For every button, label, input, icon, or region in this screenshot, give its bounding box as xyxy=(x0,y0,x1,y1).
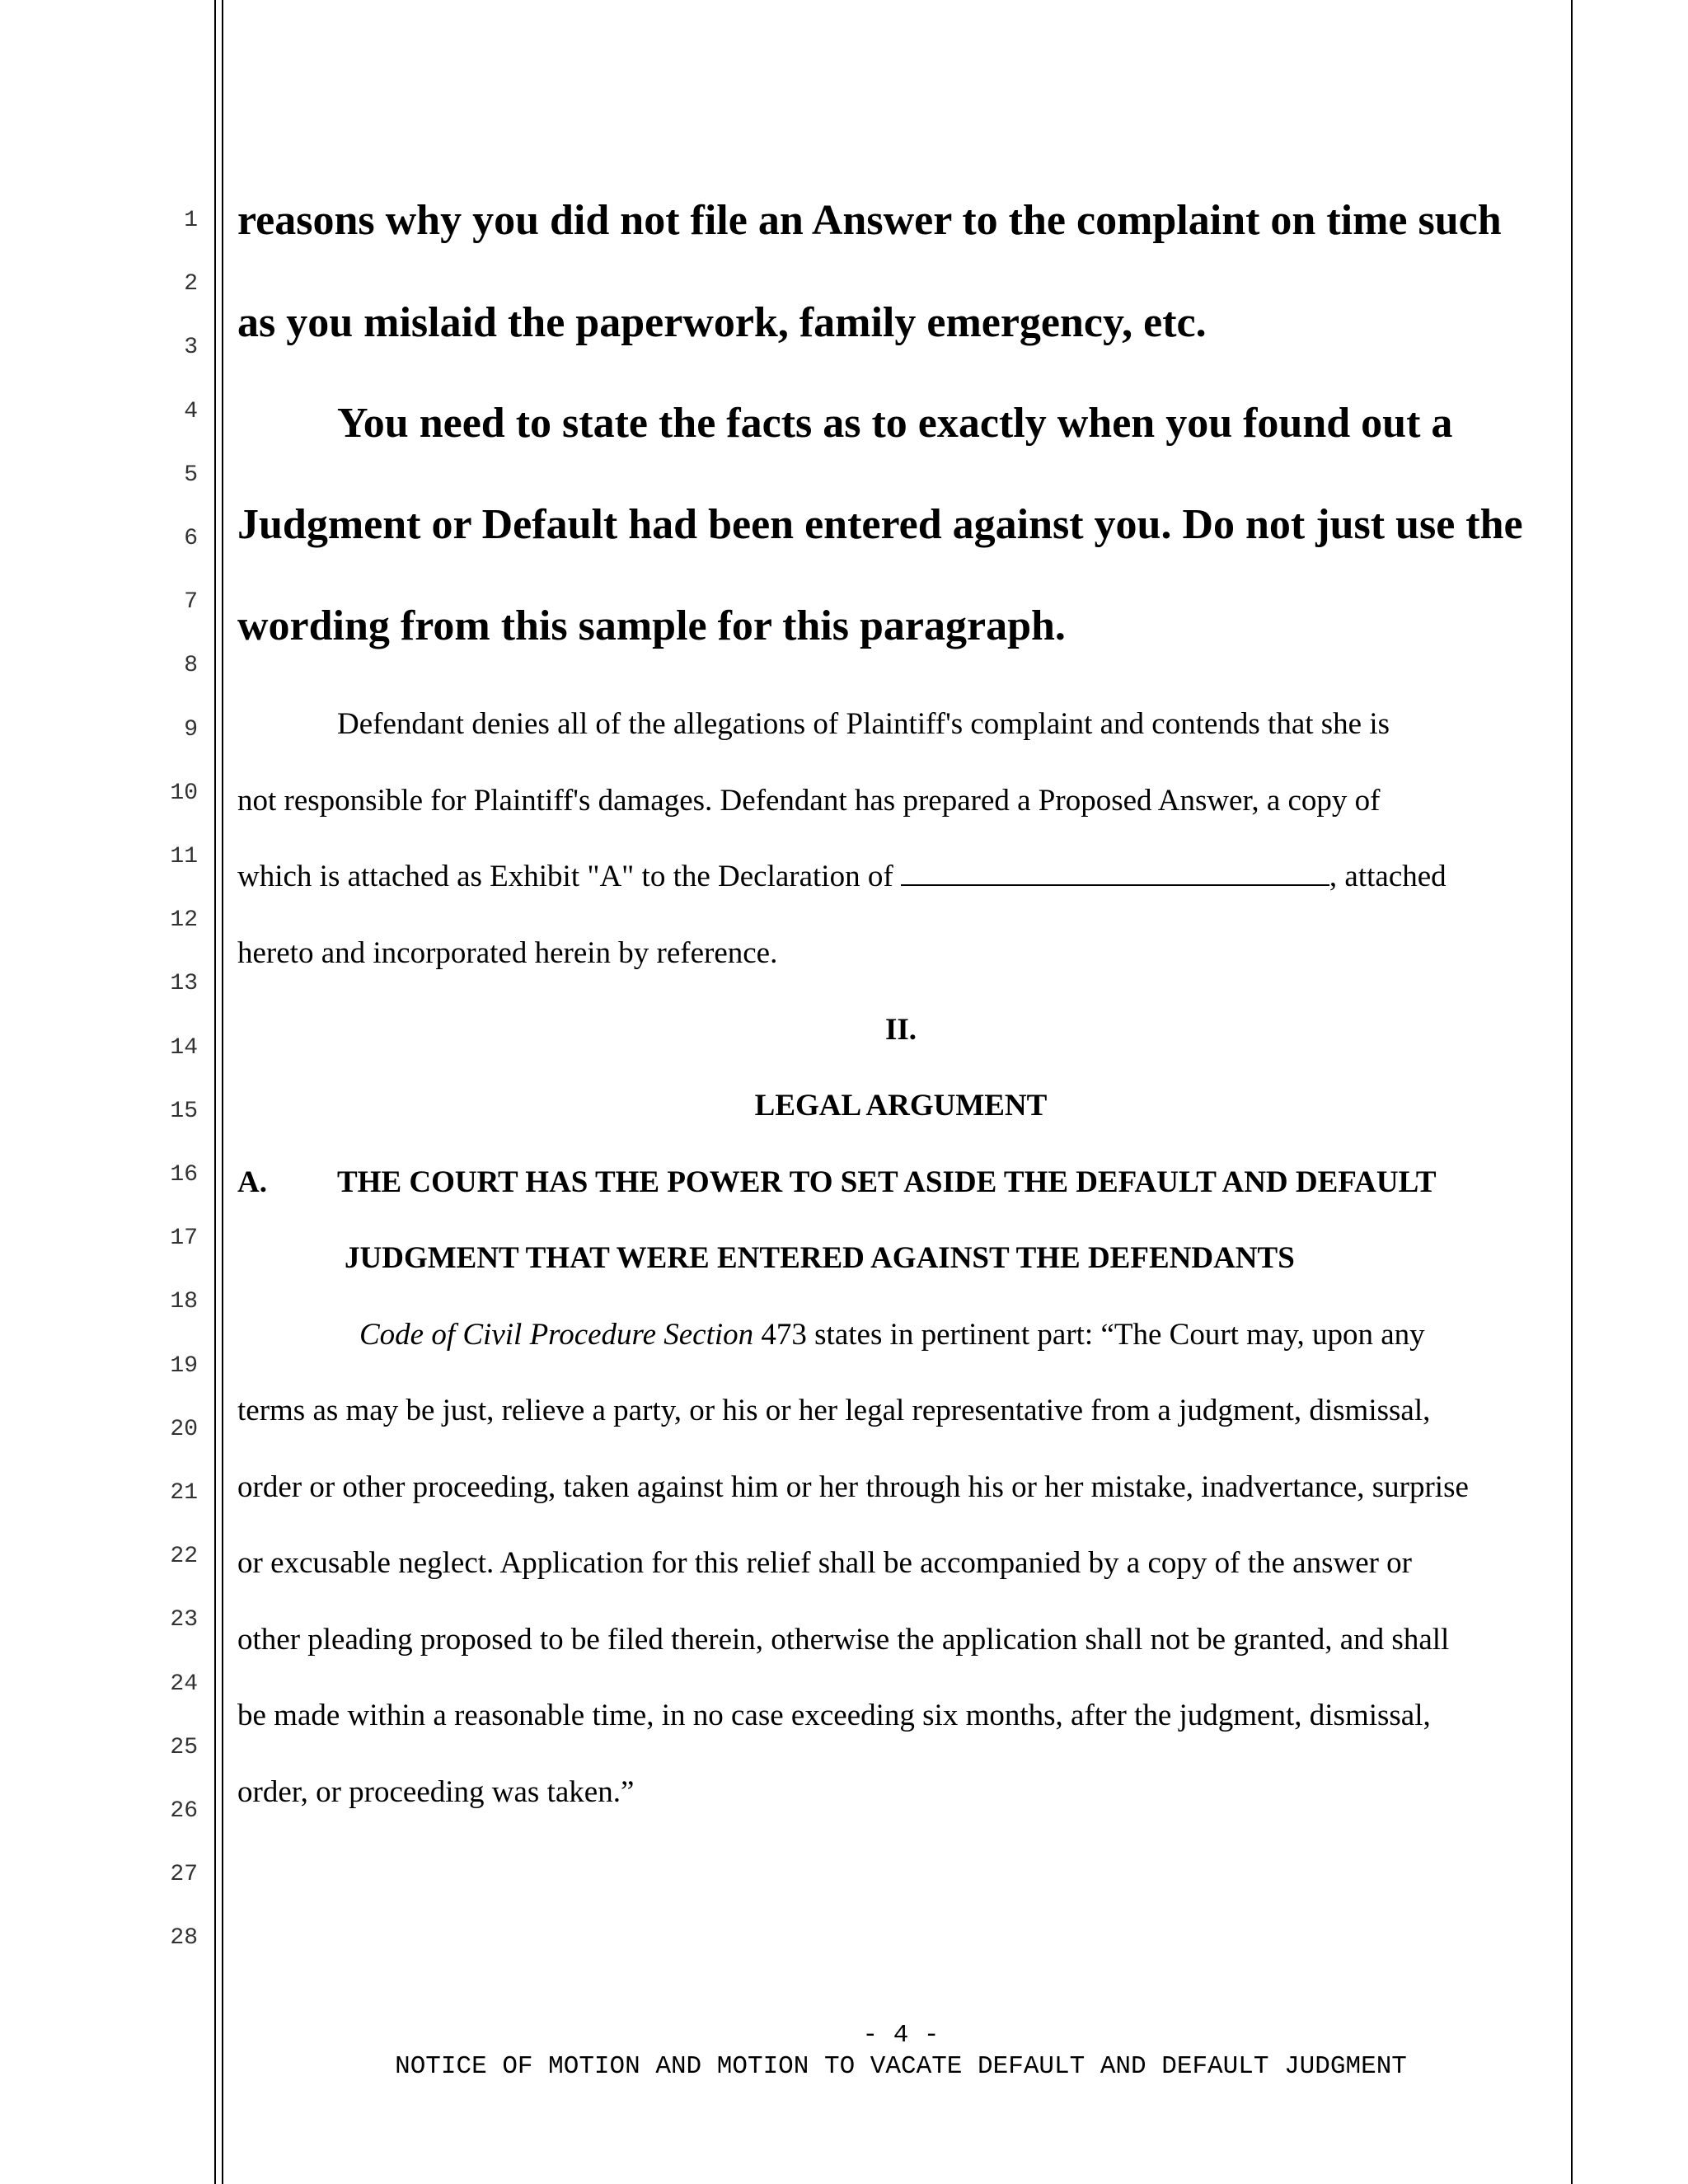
line-number: 2 xyxy=(184,271,198,298)
heading-a-line-1: THE COURT HAS THE POWER TO SET ASIDE THE DEFAULT AND DEFAULT xyxy=(337,1165,1437,1199)
heading-a-line-2: JUDGMENT THAT WERE ENTERED AGAINST THE DEFENDANTS xyxy=(345,1241,1295,1275)
para1-line-3-text: which is attached as Exhibit "A" to the Declaration of xyxy=(237,860,901,893)
line-number: 12 xyxy=(170,907,198,934)
instruction-line-3: You need to state the facts as to exactly when you found out a xyxy=(337,400,1453,447)
line-number: 14 xyxy=(170,1034,198,1061)
line-number: 24 xyxy=(170,1671,198,1697)
para2-line-6: be made within a reasonable time, in no case exceeding six months, after the judgment, dismissal, xyxy=(237,1699,1431,1732)
line-number: 6 xyxy=(184,526,198,551)
line-number: 23 xyxy=(170,1607,198,1633)
para1-line-3-tail: , attached xyxy=(1329,860,1447,893)
heading-a-letter: A. xyxy=(237,1165,267,1199)
para2-line-3: order or other proceeding, taken against him or her through his or her mistake, inadvertance, surprise xyxy=(237,1470,1469,1504)
line-number: 3 xyxy=(184,335,198,361)
para2-line-1-text: 473 states in pertinent part: “The Court may, upon any xyxy=(753,1318,1425,1352)
left-margin-rule-outer xyxy=(214,0,216,2184)
line-number: 5 xyxy=(184,462,198,488)
line-number: 10 xyxy=(170,780,198,806)
instruction-line-1: reasons why you did not file an Answer to the complaint on time such xyxy=(237,197,1502,244)
line-number: 11 xyxy=(170,844,198,869)
page-number: - 4 - xyxy=(862,2021,940,2050)
statute-citation: Code of Civil Procedure Section xyxy=(359,1318,754,1352)
line-number: 26 xyxy=(170,1798,198,1824)
line-number: 17 xyxy=(170,1226,198,1252)
line-number: 7 xyxy=(184,589,198,616)
line-number: 27 xyxy=(170,1862,198,1888)
line-number: 9 xyxy=(184,716,198,743)
para2-line-1 xyxy=(359,1317,1425,1352)
line-number: 22 xyxy=(170,1544,198,1570)
section-number: II. xyxy=(884,1013,917,1047)
instruction-line-5: wording from this sample for this paragraph. xyxy=(237,602,1066,649)
declarant-name-blank[interactable] xyxy=(901,860,1329,886)
para2-line-7: order, or proceeding was taken.” xyxy=(237,1775,635,1809)
left-margin-rule-inner xyxy=(222,0,223,2184)
line-number: 4 xyxy=(184,398,198,424)
line-number: 28 xyxy=(170,1925,198,1952)
instruction-line-2: as you mislaid the paperwork, family emergency, etc. xyxy=(237,299,1207,346)
line-number: 1 xyxy=(184,208,198,233)
right-margin-rule xyxy=(1571,0,1573,2184)
para2-line-2: terms as may be just, relieve a party, or his or her legal representative from a judgment, dismissal, xyxy=(237,1394,1431,1427)
line-number: 20 xyxy=(170,1416,198,1442)
line-number: 8 xyxy=(184,653,198,679)
para1-line-3 xyxy=(237,859,1447,894)
line-number: 25 xyxy=(170,1734,198,1760)
para1-line-1: Defendant denies all of the allegations of Plaintiff's complaint and contends that she is xyxy=(337,707,1390,741)
line-number: 15 xyxy=(170,1098,198,1124)
footer-title: NOTICE OF MOTION AND MOTION TO VACATE DEFAULT AND DEFAULT JUDGMENT xyxy=(395,2052,1407,2081)
instruction-line-4: Judgment or Default had been entered against you. Do not just use the xyxy=(237,501,1523,548)
line-number: 18 xyxy=(170,1289,198,1315)
para2-line-5: other pleading proposed to be filed therein, otherwise the application shall not be granted, and shall xyxy=(237,1623,1450,1657)
para1-line-4: hereto and incorporated herein by reference. xyxy=(237,936,778,970)
para2-line-4: or excusable neglect. Application for this relief shall be accompanied by a copy of the answer or xyxy=(237,1546,1413,1580)
para1-line-2: not responsible for Plaintiff's damages. Defendant has prepared a Proposed Answer, a copy of xyxy=(237,784,1381,818)
line-number: 19 xyxy=(170,1352,198,1379)
section-title: LEGAL ARGUMENT xyxy=(754,1089,1048,1122)
line-number: 16 xyxy=(170,1162,198,1188)
line-number: 13 xyxy=(170,971,198,997)
line-number: 21 xyxy=(170,1480,198,1506)
